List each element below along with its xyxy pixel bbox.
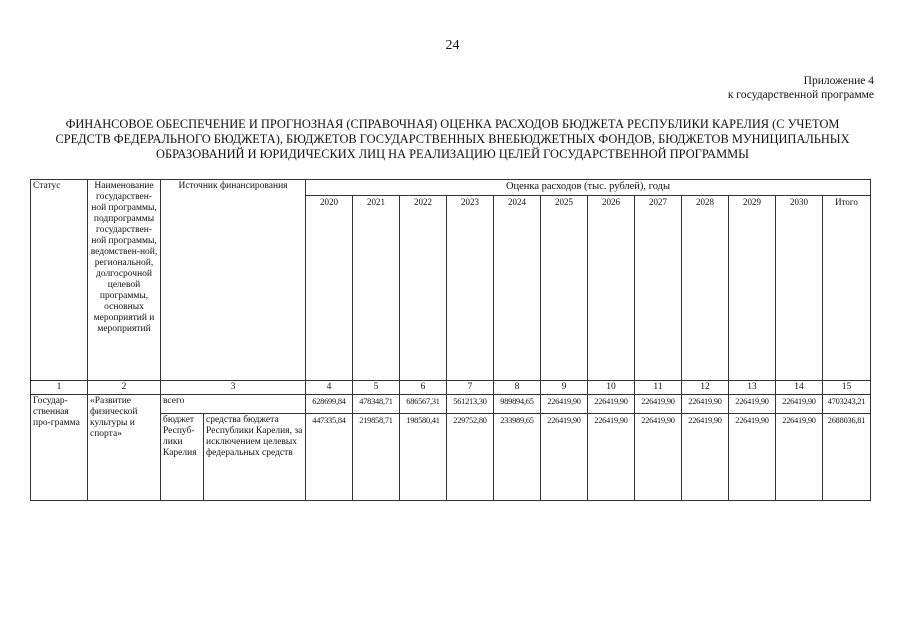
table-row-total	[31, 395, 871, 414]
source-budget-cell: бюджет Респуб-лики Карелия	[161, 414, 204, 501]
value-cell: 561213,30	[447, 395, 494, 414]
value-cell: 226419,90	[635, 414, 682, 501]
value-cell: 226419,90	[682, 395, 729, 414]
total-value-cell: 4703243,21	[823, 395, 871, 414]
column-index-cell: 13	[729, 381, 776, 395]
value-cell: 226419,90	[776, 395, 823, 414]
header-name: Наименование государствен-ной программы, подпрограммы государствен-ной программы, ведомствен-ной, региональной, долгосрочной целевой программы, основных мероприятий и мероприятий	[88, 180, 161, 381]
year-header-cell: 2030	[776, 196, 823, 381]
value-cell: 226419,90	[588, 395, 635, 414]
title-line-2: СРЕДСТВ ФЕДЕРАЛЬНОГО БЮДЖЕТА), БЮДЖЕТОВ ГОСУДАРСТВЕННЫХ ВНЕБЮДЖЕТНЫХ ФОНДОВ, БЮДЖЕТОВ МУНИЦИПАЛЬНЫХ	[55, 132, 850, 146]
budget-table	[30, 179, 871, 501]
column-index-cell: 10	[588, 381, 635, 395]
appendix-note	[728, 74, 874, 102]
total-header-cell: Итого	[823, 196, 871, 381]
year-header-cell: 2025	[541, 196, 588, 381]
document-title	[28, 117, 877, 162]
value-cell: 226419,90	[729, 395, 776, 414]
column-index-cell: 7	[447, 381, 494, 395]
value-cell: 226419,90	[541, 395, 588, 414]
column-index-cell: 9	[541, 381, 588, 395]
value-cell: 447335,84	[306, 414, 353, 501]
source-cell: всего	[161, 395, 306, 414]
source-detail-cell: средства бюджета Республики Карелия, за исключением целевых федеральных средств	[204, 414, 306, 501]
value-cell: 198580,41	[400, 414, 447, 501]
year-header-cell: 2029	[729, 196, 776, 381]
value-cell: 226419,90	[776, 414, 823, 501]
year-header-cell: 2021	[353, 196, 400, 381]
column-index-cell: 11	[635, 381, 682, 395]
year-header-cell: 2027	[635, 196, 682, 381]
appendix-line-1: Приложение 4	[803, 75, 874, 87]
title-line-3: ОБРАЗОВАНИЙ И ЮРИДИЧЕСКИХ ЛИЦ НА РЕАЛИЗАЦИЮ ЦЕЛЕЙ ГОСУДАРСТВЕННОЙ ПРОГРАММЫ	[156, 147, 749, 161]
column-index-cell: 12	[682, 381, 729, 395]
value-cell: 989894,65	[494, 395, 541, 414]
column-index-cell: 8	[494, 381, 541, 395]
year-header-cell: 2028	[682, 196, 729, 381]
column-index-cell: 15	[823, 381, 871, 395]
appendix-line-2: к государственной программе	[727, 89, 874, 101]
value-cell: 226419,90	[682, 414, 729, 501]
column-index-cell: 5	[353, 381, 400, 395]
column-index-cell: 4	[306, 381, 353, 395]
value-cell: 226419,90	[541, 414, 588, 501]
value-cell: 686567,31	[400, 395, 447, 414]
header-status: Статус	[31, 180, 88, 381]
header-estimate: Оценка расходов (тыс. рублей), годы	[306, 180, 871, 196]
value-cell: 478348,71	[353, 395, 400, 414]
column-index-cell: 2	[88, 381, 161, 395]
year-header-cell: 2023	[447, 196, 494, 381]
total-value-cell: 2688036,81	[823, 414, 871, 501]
title-line-1: ФИНАНСОВОЕ ОБЕСПЕЧЕНИЕ И ПРОГНОЗНАЯ (СПРАВОЧНАЯ) ОЦЕНКА РАСХОДОВ БЮДЖЕТА РЕСПУБЛИКИ КАРЕЛИЯ (С УЧЕТОМ	[65, 117, 840, 131]
year-header-cell: 2022	[400, 196, 447, 381]
year-header-cell: 2020	[306, 196, 353, 381]
value-cell: 219858,71	[353, 414, 400, 501]
value-cell: 226419,90	[635, 395, 682, 414]
value-cell: 226419,90	[588, 414, 635, 501]
value-cell: 226419,90	[729, 414, 776, 501]
value-cell: 628699,84	[306, 395, 353, 414]
program-status-cell: Государ-ственная про-грамма	[31, 395, 88, 501]
column-index-cell: 14	[776, 381, 823, 395]
header-row	[31, 180, 871, 196]
column-index-cell: 6	[400, 381, 447, 395]
value-cell: 233989,65	[494, 414, 541, 501]
program-name-cell: «Развитие физической культуры и спорта»	[88, 395, 161, 501]
year-header-cell: 2026	[588, 196, 635, 381]
page-number: 24	[445, 38, 460, 53]
value-cell: 229752,80	[447, 414, 494, 501]
column-index-row	[31, 381, 871, 395]
header-source: Источник финансирования	[161, 180, 306, 381]
column-index-cell: 1	[31, 381, 88, 395]
column-index-cell: 3	[161, 381, 306, 395]
year-header-cell: 2024	[494, 196, 541, 381]
